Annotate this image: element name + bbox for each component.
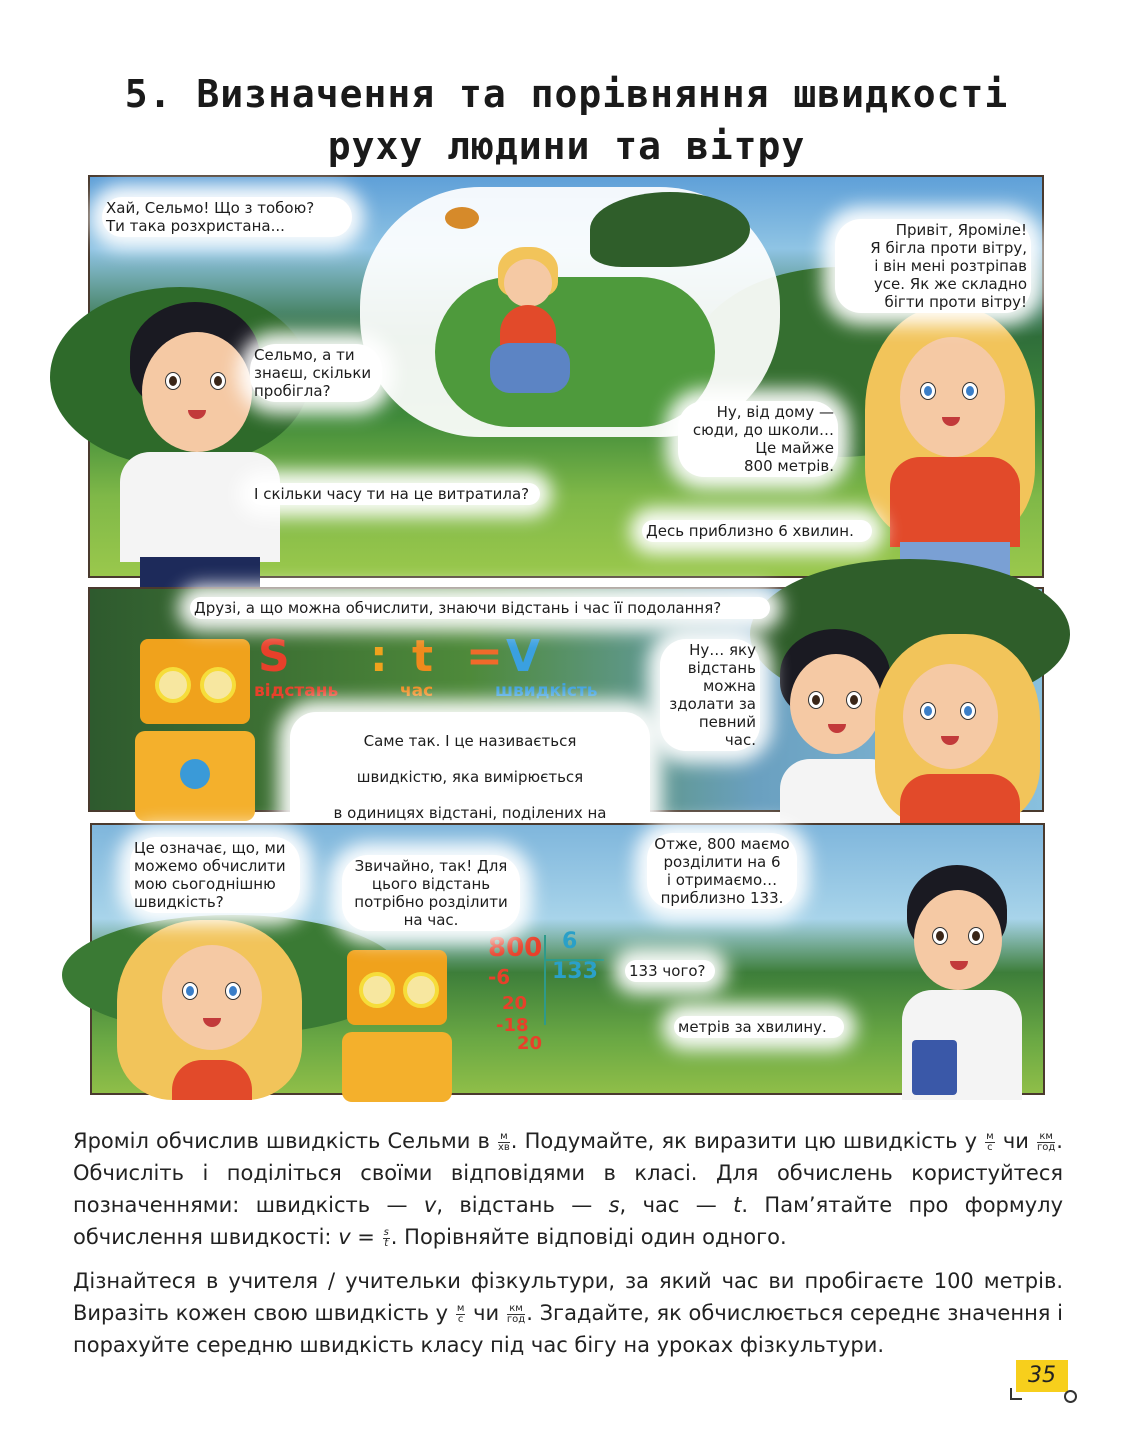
girl-character xyxy=(117,920,307,1100)
division-step: -18 xyxy=(496,1015,529,1036)
unit-m-per-s: $\frac{м}{с}$ xyxy=(456,1302,465,1325)
paragraph-text: . Згадайте, як обчислюється середнє значення і порахуйте середню швидкість класу під час бігу на уроках фізкультури. xyxy=(73,1301,1063,1357)
speech-bubble: Друзі, а що можна обчислити, знаючи відстань і час її подолання? xyxy=(190,597,770,619)
speech-bubble: Ну, від дому — сюди, до школи… Це майже 800 метрів. xyxy=(678,401,838,477)
bird-icon xyxy=(445,207,479,229)
formula-v: V xyxy=(506,631,541,682)
task-paragraph-1 xyxy=(73,1125,1063,1253)
paragraph-text: . Порівняйте відповіді один одного. xyxy=(390,1225,787,1249)
speech-bubble: 133 чого? xyxy=(625,960,715,982)
boy-character xyxy=(110,302,290,582)
unit-m-per-min: $\frac{м}{хв}$ xyxy=(497,1130,510,1153)
division-divisor: 6 xyxy=(562,929,578,954)
girl-character xyxy=(875,634,1045,824)
unit-m-per-s: $\frac{м}{с}$ xyxy=(986,1130,994,1153)
symbol-v: v xyxy=(423,1193,437,1217)
bubble-line: в одиницях відстані, поділених на xyxy=(333,804,607,822)
division-quotient: 133 xyxy=(552,959,598,984)
unit-km-per-h: $\frac{км}{\text{год}}$ xyxy=(506,1302,526,1325)
girl-character xyxy=(860,307,1040,587)
paragraph-text: , час — xyxy=(619,1193,717,1217)
division-step: 20 xyxy=(517,1033,543,1054)
speech-bubble: Звичайно, так! Для цього відстань потрібно розділити на час. xyxy=(342,855,520,931)
formula-t: t xyxy=(412,631,434,682)
symbol-t: t xyxy=(733,1193,742,1217)
comic-panel-3 xyxy=(90,823,1045,1095)
symbol-s: s xyxy=(608,1193,620,1217)
bubble-line: Саме так. І це називається xyxy=(363,732,577,750)
formula-distance-label: відстань xyxy=(254,681,339,701)
speech-bubble: Це означає, що, ми можемо обчислити мою сьогоднішню швидкість? xyxy=(130,837,300,913)
unit-km-per-h: $\frac{км}{\text{год}}$ xyxy=(1037,1130,1056,1153)
paragraph-text: чи xyxy=(473,1301,500,1325)
formula-speed: v = xyxy=(338,1225,375,1249)
speech-bubble: Ну… яку відстань можна здолати за певний час. xyxy=(660,639,760,751)
page-title-line1: 5. Визначення та порівняння швидкості xyxy=(124,72,1009,116)
paragraph-text: , відстань — xyxy=(436,1193,593,1217)
speech-bubble: Сельмо, а ти знаєш, скільки пробігла? xyxy=(250,344,382,402)
paragraph-text: Дізнайтеся в учителя / учительки фізкультури, за який час ви пробігаєте 100 метрів. Виразіть кожен свою швидкість у xyxy=(73,1269,1063,1325)
corner-mark-icon xyxy=(1010,1388,1022,1400)
boy-character xyxy=(892,865,1042,1095)
paragraph-text: . Обчисліть і поділіться своїми відповідями в класі. Для обчислень користуйтеся позначеннями: швидкість — xyxy=(73,1129,1063,1217)
page-title-line2: руху людини та вітру xyxy=(327,124,806,168)
formula-s-over-t: $\frac{s}{t}$ xyxy=(383,1226,389,1249)
circle-mark-icon xyxy=(1064,1390,1077,1403)
speech-bubble: Хай, Сельмо! Що з тобою? Ти така розхристана... xyxy=(102,197,352,237)
division-line xyxy=(544,935,546,1025)
bubble-line: швидкістю, яка вимірюється xyxy=(356,768,584,786)
page-title xyxy=(0,68,1133,172)
paragraph-text: чи xyxy=(1002,1129,1029,1153)
division-dividend: 800 xyxy=(488,933,543,963)
division-step: -6 xyxy=(488,965,511,989)
formula-op2: = xyxy=(466,631,503,682)
formula-time-label: час xyxy=(400,681,434,701)
book-icon xyxy=(912,1040,957,1095)
speech-bubble: Привіт, Яроміле! Я бігла проти вітру, і він мені розтріпав усе. Як же складно бігти проти вітру! xyxy=(835,219,1031,313)
paragraph-text: . Подумайте, як виразити цю швидкість у xyxy=(510,1129,978,1153)
paragraph-text: . Пам’ятайте про формулу обчислення швидкості: xyxy=(73,1193,1064,1249)
formula-op1: : xyxy=(370,631,388,682)
comic-panel-2 xyxy=(88,587,1044,822)
speech-bubble: метрів за хвилину. xyxy=(674,1016,844,1038)
speech-bubble: І скільки часу ти на це витратила? xyxy=(250,483,540,505)
formula-speed-label: швидкість xyxy=(495,681,598,701)
running-girl-illustration xyxy=(470,247,600,407)
leaf-icon xyxy=(590,192,750,267)
division-step: 20 xyxy=(502,993,528,1014)
speech-bubble: Десь приблизно 6 хвилин. xyxy=(642,520,872,542)
task-paragraph-2 xyxy=(73,1265,1063,1361)
paragraph-text: Яроміл обчислив швидкість Сельми в xyxy=(73,1129,490,1153)
comic-panel-1 xyxy=(88,175,1044,578)
formula-s: S xyxy=(258,631,290,682)
page-number: 35 xyxy=(1016,1360,1068,1392)
robot-character xyxy=(327,950,477,1100)
speech-bubble: Отже, 800 маємо розділити на 6 і отримаємо… приблизно 133. xyxy=(647,833,797,909)
